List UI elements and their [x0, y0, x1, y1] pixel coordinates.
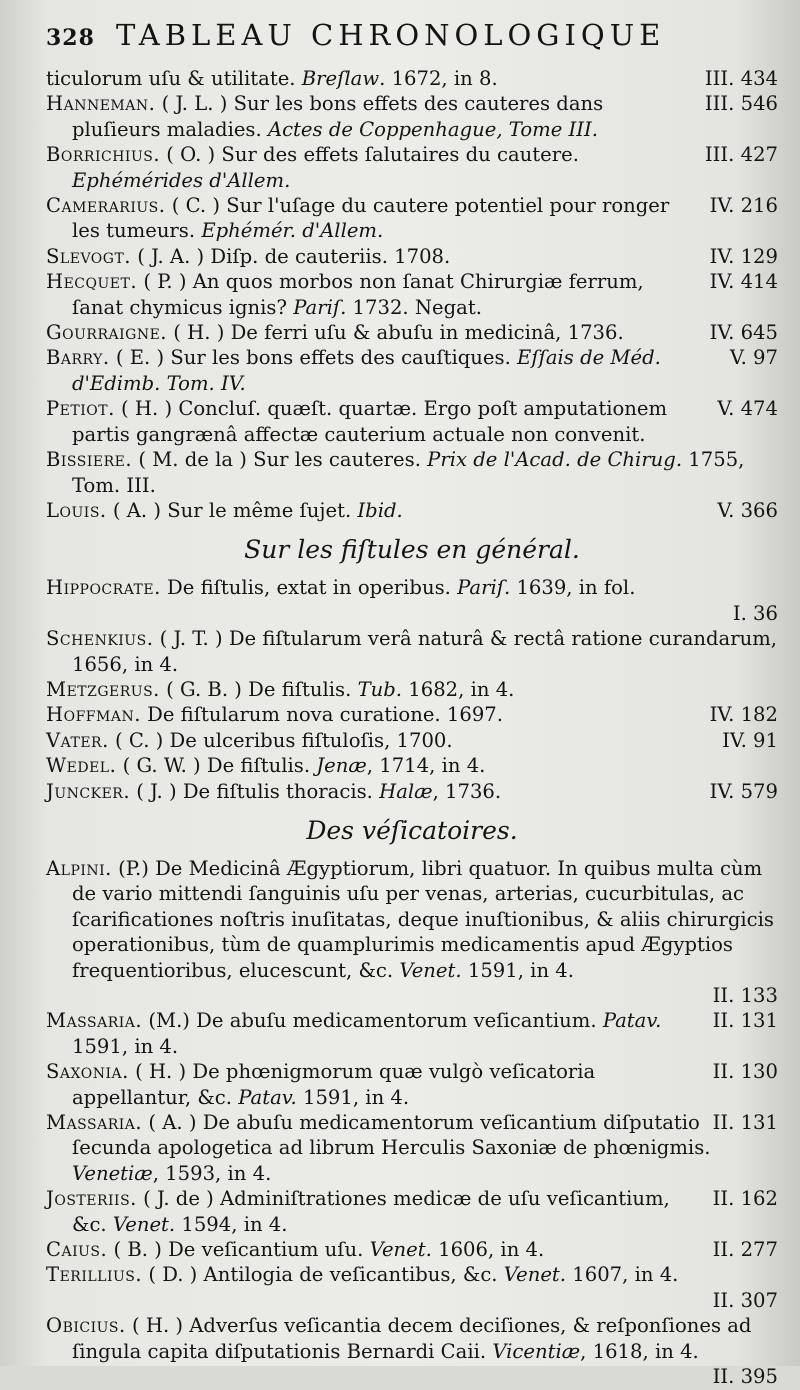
entry-imprint: 1591, in 4.: [296, 1085, 410, 1109]
entry-italic: Breſlaw: [301, 67, 380, 90]
bibliography-entry: [46, 66, 778, 91]
author-name: Juncker.: [46, 779, 131, 803]
entry-text: ( C. ) Sur l'uſage du cautere potentiel pour ronger les tumeurs.: [72, 194, 670, 243]
entry-italic: Tub.: [357, 677, 403, 701]
entry-text: ( O. ) Sur des effets ſalutaires du cautere.: [160, 143, 579, 167]
entry-text: ( A. ) De abuſu medicamentorum veſicantium diſputatio ſecunda apologetica ad librum Herculis Saxoniæ de phœnigmis.: [72, 1111, 711, 1160]
volume-reference: IV. 579: [709, 779, 778, 803]
author-name: Slevogt.: [46, 244, 132, 268]
entry-text: (M.) De abuſu medicamentorum veſicantium.: [142, 1009, 603, 1033]
entry-text: ( G. B. ) De fiſtulis.: [159, 677, 358, 701]
author-name: Metzgerus.: [46, 677, 160, 701]
volume-reference: II. 131: [712, 1111, 778, 1135]
bibliography-entry: [46, 1313, 778, 1364]
bibliography-entry: [46, 91, 778, 142]
author-name: Caius.: [46, 1238, 108, 1262]
entry-italic: Pariſ.: [457, 576, 511, 600]
bibliography-entry: [46, 677, 778, 702]
entries-bottom: [46, 856, 778, 1390]
entry-italic: Venet.: [112, 1212, 176, 1236]
entries-top: [46, 66, 778, 523]
entry-text: ( H. ) De phœnigmorum quæ vulgò veſicatoria appellantur, &c.: [72, 1060, 596, 1109]
entry-italic: Ephémér. d'Allem.: [201, 219, 384, 243]
entry-text: ( E. ) Sur les bons effets des cauſtiques.: [109, 346, 518, 370]
bibliography-entry: [46, 702, 778, 727]
entry-imprint: , 1593, in 4.: [152, 1161, 272, 1185]
entry-text: ( J. T. ) De fiſtularum verâ naturâ & rectâ ratione curandarum, 1656, in 4.: [72, 627, 778, 676]
entry-text: ( B. ) De veſicantium uſu.: [107, 1238, 370, 1262]
volume-reference: III. 434: [704, 67, 778, 90]
author-name: Alpini.: [46, 856, 112, 880]
author-name: Hanneman.: [46, 92, 156, 116]
author-name: Camerarius.: [46, 194, 166, 218]
bibliography-entry: [46, 779, 778, 804]
volume-reference: IV. 91: [722, 728, 778, 752]
entry-italic: Vicentiæ: [492, 1339, 581, 1363]
author-name: Petiot.: [46, 397, 115, 421]
entry-italic: Ibid.: [357, 498, 403, 522]
volume-reference: II. 131: [712, 1009, 778, 1033]
entry-italic: Venet.: [503, 1263, 567, 1287]
entry-text: ( H. ) De ferri uſu & abuſu in medicinâ, 1736.: [167, 321, 624, 345]
bibliography-entry: [46, 1059, 778, 1110]
entry-text: ( D. ) Antilogia de veſicantibus, &c.: [142, 1263, 504, 1287]
entry-text: De fiſtulis, extat in operibus.: [160, 576, 458, 600]
bibliography-entry: [46, 626, 778, 677]
entry-italic: Venetiæ: [72, 1161, 153, 1185]
entry-imprint: , 1714, in 4.: [366, 754, 486, 778]
author-name: Borrichius.: [46, 143, 161, 167]
entry-text: ( J. A. ) Diſp. de cauteriis. 1708.: [131, 244, 451, 268]
entry-italic: Ephémérides d'Allem.: [72, 168, 291, 192]
entry-text: ( H. ) Concluſ. quæſt. quartæ. Ergo poſt amputationem partis gangrænâ affectæ cauterium actuale non convenit.: [72, 397, 668, 446]
page-number: 328: [46, 25, 95, 51]
bibliography-entry: [46, 753, 778, 778]
bibliography-entry: [46, 1186, 778, 1237]
author-name: Louis.: [46, 498, 107, 522]
entry-italic: Venet.: [369, 1238, 432, 1262]
bibliography-entry: [46, 396, 778, 447]
entry-italic: Prix de l'Acad. de Chirug.: [427, 448, 683, 472]
entry-text: ticulorum uſu & utilitate.: [46, 67, 302, 90]
volume-reference: III. 427: [704, 143, 778, 167]
volume-reference: II. 130: [712, 1060, 778, 1084]
entry-text: ( J. L. ) Sur les bons effets des cauteres dans pluſieurs maladies.: [72, 92, 604, 141]
bibliography-entry: [46, 447, 778, 498]
entry-imprint: 1682, in 4.: [402, 677, 515, 701]
entry-italic: Jenæ: [316, 754, 367, 778]
entry-imprint: 1755, Tom. III.: [72, 448, 745, 497]
entry-imprint: 1607, in 4.: [566, 1263, 679, 1287]
volume-reference: II. 395: [712, 1365, 778, 1389]
volume-reference: II. 162: [712, 1187, 778, 1211]
entry-imprint: 1591, in 4.: [461, 958, 574, 982]
volume-reference: I. 36: [732, 601, 778, 625]
entry-imprint: . 1672, in 8.: [379, 67, 498, 90]
entries-mid: [46, 575, 778, 804]
author-name: Barry.: [46, 346, 110, 370]
entry-text: ( H. ) Adverſus veſicantia decem deciſiones, & reſponſiones ad ſingula capita diſputationis Bernardi Caii.: [72, 1314, 752, 1363]
volume-reference: IV. 645: [709, 321, 778, 345]
entry-text: ( A. ) Sur le même ſujet.: [106, 498, 358, 522]
volume-reference: II. 277: [712, 1238, 778, 1262]
entry-text: ( M. de la ) Sur les cauteres.: [132, 448, 428, 472]
volume-reference: IV. 182: [709, 703, 778, 727]
volume-reference: III. 546: [704, 92, 778, 116]
volume-reference: IV. 414: [709, 270, 778, 294]
running-title: TABLEAU CHRONOLOGIQUE: [116, 18, 666, 52]
entry-text: ( P. ) An quos morbos non ſanat Chirurgiæ ferrum, ſanat chymicus ignis?: [72, 270, 644, 319]
bibliography-entry: [46, 193, 778, 244]
entry-text: ( J. de ) Adminiſtrationes medicæ de uſu veſicantium, &c.: [72, 1187, 670, 1236]
entry-italic: Patav.: [602, 1009, 662, 1033]
entry-italic: Pariſ.: [293, 295, 347, 319]
author-name: Massaria.: [46, 1009, 143, 1033]
author-name: Schenkius.: [46, 627, 154, 651]
volume-reference: IV. 216: [709, 194, 778, 218]
author-name: Massaria.: [46, 1111, 143, 1135]
entry-text: (P.) De Medicinâ Ægyptiorum, libri quatuor. In quibus multa cùm de vario mittendi ſanguinis uſu per venas, arterias, cucurbitulas, ac ſcarificationes noſtris inuſitatas, deque inuſtionibus, & aliis chirurgicis operationibus, tùm de quamplurimis medicamentis apud Ægyptios frequentioribus, elucescunt, &c.: [72, 856, 774, 982]
entry-imprint: 1639, in fol.: [510, 576, 636, 600]
author-name: Saxonia.: [46, 1060, 129, 1084]
author-name: Hoffman.: [46, 703, 141, 727]
author-name: Josteriis.: [46, 1187, 137, 1211]
entry-text: De fiſtularum nova curatione. 1697.: [140, 703, 503, 727]
entry-imprint: , 1618, in 4.: [580, 1339, 699, 1363]
author-name: Hippocrate.: [46, 576, 161, 600]
volume-reference: V. 474: [717, 397, 778, 421]
entry-italic: Patav.: [238, 1085, 297, 1109]
entry-imprint: 1591, in 4.: [72, 1034, 179, 1058]
entry-text: ( J. ) De fiſtulis thoracis.: [130, 779, 380, 803]
entry-text: ( C. ) De ulceribus fiſtuloſis, 1700.: [108, 728, 453, 752]
entry-italic: Eſſais de Méd. d'Edimb. Tom. IV.: [72, 346, 661, 395]
entry-italic: Halæ: [379, 779, 433, 803]
author-name: Bissiere.: [46, 448, 133, 472]
bibliography-entry: [46, 728, 778, 753]
author-name: Hecquet.: [46, 270, 138, 294]
bibliography-entry: [46, 498, 778, 523]
bibliography-entry: [46, 575, 778, 600]
bibliography-entry: [46, 1237, 778, 1262]
author-name: Vater.: [46, 728, 109, 752]
entry-italic: Actes de Coppenhague, Tome III.: [267, 117, 598, 141]
bibliography-entry: [46, 1110, 778, 1186]
bibliography-entry: [46, 856, 778, 983]
volume-reference: II. 307: [712, 1288, 778, 1312]
section-heading-vesicatoires: Des véſicatoires.: [306, 815, 518, 845]
bibliography-entry: [46, 345, 778, 396]
volume-reference: V. 366: [717, 498, 778, 522]
author-name: Obicius.: [46, 1314, 126, 1338]
author-name: Wedel.: [46, 754, 117, 778]
volume-reference: IV. 129: [709, 244, 778, 268]
author-name: Gourraigne.: [46, 321, 168, 345]
volume-reference: II. 133: [712, 984, 778, 1007]
entry-imprint: 1732. Negat.: [346, 295, 482, 319]
section-heading-fistules: Sur les fiſtules en général.: [244, 535, 580, 565]
bibliography-entry: [46, 320, 778, 345]
author-name: Terillius.: [46, 1263, 143, 1287]
bibliography-entry: [46, 269, 778, 320]
bibliography-entry: [46, 142, 778, 193]
bibliography-entry: [46, 1262, 778, 1287]
bibliography-entry: [46, 244, 778, 269]
entry-italic: Venet.: [399, 958, 462, 982]
page-header: [46, 18, 778, 58]
entry-text: ( G. W. ) De fiſtulis.: [116, 754, 317, 778]
entry-imprint: , 1736.: [432, 779, 502, 803]
entry-imprint: 1594, in 4.: [175, 1212, 288, 1236]
entry-imprint: 1606, in 4.: [431, 1238, 545, 1262]
volume-reference: V. 97: [729, 346, 778, 370]
bibliography-entry: [46, 1008, 778, 1059]
